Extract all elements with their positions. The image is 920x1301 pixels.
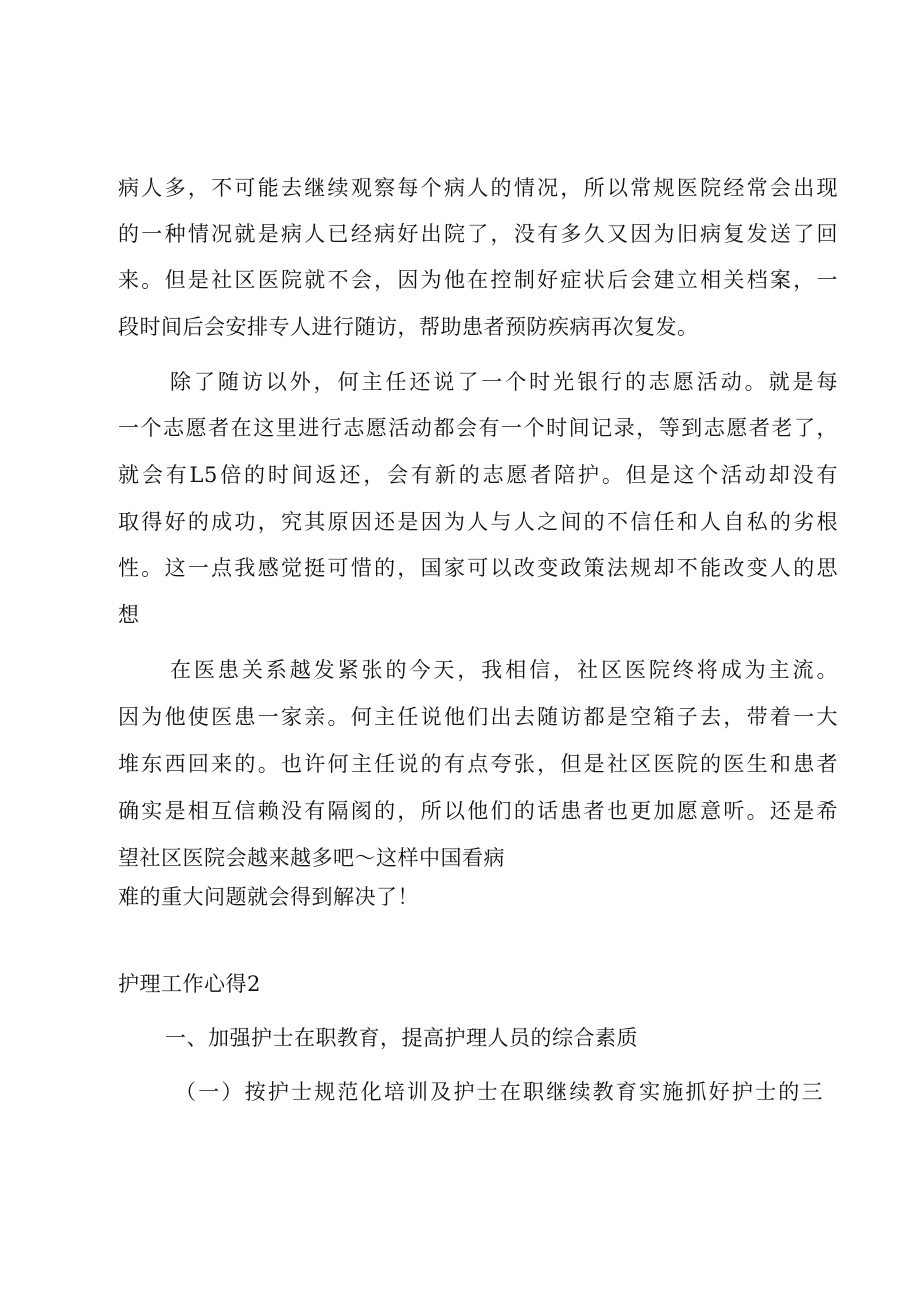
paragraph3-line-2: 因为他使医患一家亲。何主任说他们出去随访都是空箱子去，带着一大 [118, 705, 838, 729]
paragraph2-line-1: 除了随访以外，何主任还说了一个时光银行的志愿活动。就是每 [170, 370, 838, 394]
paragraph1-line-2: 的一种情况就是病人已经病好出院了，没有多久又因为旧病复发送了回 [118, 222, 838, 246]
subheading-1: （一）按护士规范化培训及护士在职继续教育实施抓好护士的三 [175, 1080, 823, 1104]
paragraph3-line-1: 在医患关系越发紧张的今天，我相信，社区医院终将成为主流。 [170, 658, 838, 682]
heading-1: 一、加强护士在职教育，提高护理人员的综合素质 [165, 1026, 638, 1050]
paragraph3-line-5: 望社区医院会越来越多吧～这样中国看病 [118, 846, 505, 870]
paragraph1-line-3: 来。但是社区医院就不会，因为他在控制好症状后会建立相关档案，一 [118, 268, 838, 292]
paragraph2-line-2: 一个志愿者在这里进行志愿活动都会有一个时间记录，等到志愿者老了， [118, 416, 838, 440]
paragraph3-line-4: 确实是相互信赖没有隔阂的，所以他们的话患者也更加愿意听。还是希 [118, 799, 838, 823]
paragraph2-line-6: 想 [118, 603, 140, 627]
section-title: 护理工作心得2 [118, 972, 261, 996]
paragraph2-line-5: 性。这一点我感觉挺可惜的，国家可以改变政策法规却不能改变人的思 [118, 556, 838, 580]
paragraph2-line-3: 就会有L5倍的时间返还，会有新的志愿者陪护。但是这个活动却没有 [118, 463, 838, 487]
paragraph2-line-4: 取得好的成功，究其原因还是因为人与人之间的不信任和人自私的劣根 [118, 510, 838, 534]
paragraph1-line-4: 段时间后会安排专人进行随访，帮助患者预防疾病再次复发。 [118, 315, 699, 339]
paragraph3-line-3: 堆东西回来的。也许何主任说的有点夸张，但是社区医院的医生和患者 [118, 752, 838, 776]
paragraph1-line-1: 病人多，不可能去继续观察每个病人的情况，所以常规医院经常会出现 [118, 176, 838, 200]
paragraph3-line-6: 难的重大问题就会得到解决了！ [118, 885, 419, 909]
